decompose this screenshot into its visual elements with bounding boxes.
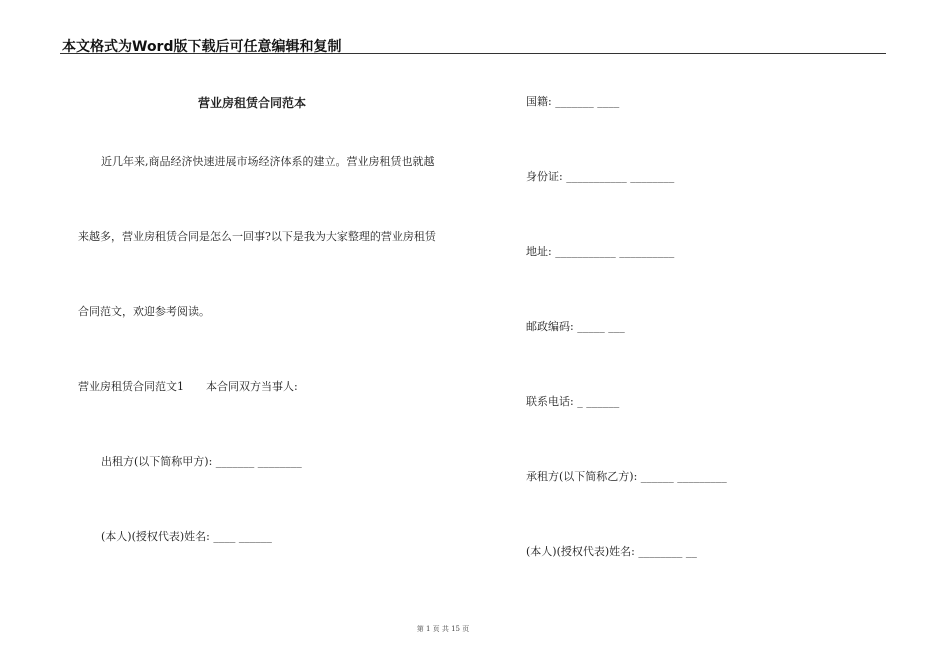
document-header-title: 本文格式为Word版下载后可任意编辑和复制	[62, 39, 342, 55]
right-line-6: 承租方(以下简称乙方): ______ _________	[526, 470, 727, 483]
left-line-3: 合同范文，欢迎参考阅读。	[78, 305, 210, 318]
left-line-2: 来越多，营业房租赁合同是怎么一回事?以下是我为大家整理的营业房租赁	[78, 230, 436, 243]
right-line-5: 联系电话: _ ______	[526, 395, 620, 408]
page-footer: 第 1 页 共 15 页	[416, 625, 470, 633]
left-line-4: 营业房租赁合同范文1 本合同双方当事人:	[78, 380, 298, 393]
right-line-1: 国籍: _______ ____	[526, 95, 620, 108]
document-title: 营业房租赁合同范本	[198, 96, 307, 110]
left-line-1: 近几年来,商品经济快速进展市场经济体系的建立。营业房租赁也就越	[101, 155, 435, 168]
right-line-4: 邮政编码: _____ ___	[526, 320, 625, 333]
header-divider	[60, 53, 886, 54]
right-line-7: (本人)(授权代表)姓名: ________ __	[526, 545, 697, 558]
left-line-6: (本人)(授权代表)姓名: ____ ______	[101, 530, 272, 543]
left-line-5: 出租方(以下简称甲方): _______ ________	[101, 455, 302, 468]
right-line-3: 地址: ___________ __________	[526, 245, 675, 258]
right-line-2: 身份证: ___________ ________	[526, 170, 675, 183]
